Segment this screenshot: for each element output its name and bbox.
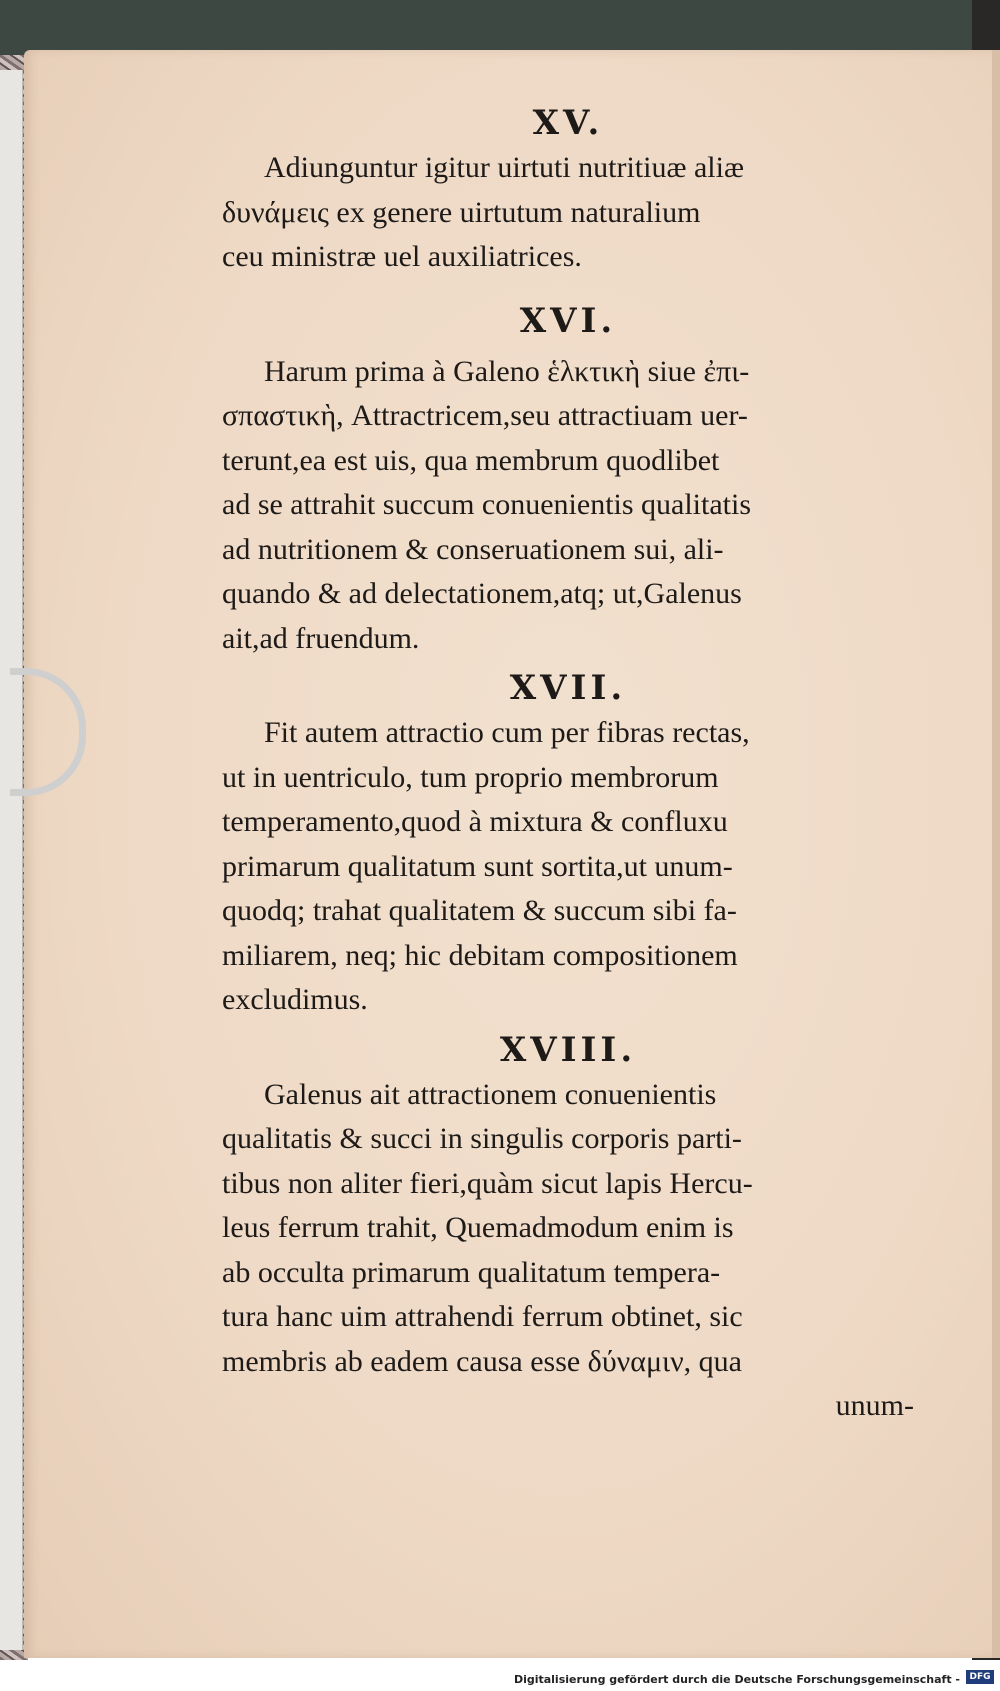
- text-line: ceu ministræ uel auxiliatrices.: [222, 240, 582, 273]
- text-line: qualitatis & succi in singulis corporis parti-: [222, 1122, 742, 1155]
- section-xvii-paragraph: [222, 711, 914, 1023]
- section-heading-xvii: XVII.: [509, 668, 627, 708]
- text-line: σπαστικὴ, Attractricem,seu attractiuam uer-: [222, 399, 748, 432]
- text-line: δυνάμεις ex genere uirtutum naturalium: [222, 195, 701, 229]
- text-line: terunt,ea est uis, qua membrum quodlibet: [222, 443, 720, 477]
- text-line: tibus non aliter fieri,quàm sicut lapis Hercu-: [222, 1166, 753, 1200]
- text-line: tura hanc uim attrahendi ferrum obtinet, sic: [222, 1300, 743, 1333]
- section-xv-paragraph: [222, 146, 914, 280]
- page-text: [222, 100, 914, 1429]
- text-line: membris ab eadem causa esse δύναμιν, qua: [222, 1344, 742, 1378]
- text-line: excludimus.: [222, 983, 368, 1016]
- dfg-logo: DFG: [966, 1670, 994, 1684]
- text-line: miliarem, neq; hic debitam compositionem: [222, 938, 738, 972]
- footer-credit: Digitalisierung gefördert durch die Deutsche Forschungsgemeinschaft -: [513, 1673, 960, 1686]
- cover-edge: [0, 70, 23, 1650]
- catchword: unum-: [835, 1389, 914, 1422]
- text-line: ab occulta primarum qualitatum tempera-: [222, 1255, 721, 1289]
- text-line: primarum qualitatum sunt sortita,ut unum-: [222, 849, 733, 883]
- text-line: Harum prima à Galeno ἑλκτικὴ siue ἐπι-: [264, 354, 750, 388]
- text-line: ad nutritionem & conseruationem sui, ali-: [222, 532, 724, 566]
- section-heading-xv: XV.: [532, 103, 604, 143]
- section-heading-xvi: XVI.: [519, 300, 617, 341]
- top-background: [0, 0, 1000, 55]
- text-line: Fit autem attractio cum per fibras rectas,: [264, 716, 750, 749]
- text-line: temperamento,quod à mixtura & confluxu: [222, 805, 728, 838]
- section-heading-xviii: XVIII.: [499, 1029, 637, 1070]
- text-line: Adiunguntur igitur uirtuti nutritiuæ aliæ: [264, 151, 744, 184]
- text-line: leus ferrum trahit, Quemadmodum enim is: [222, 1211, 734, 1244]
- text-line: quando & ad delectationem,atq; ut,Galenus: [222, 577, 742, 610]
- text-line: quodq; trahat qualitatem & succum sibi fa-: [222, 894, 737, 927]
- text-line: ad se attrahit succum conuenientis qualitatis: [222, 488, 752, 521]
- text-line: ut in uentriculo, tum proprio membrorum: [222, 760, 719, 794]
- text-line: ait,ad fruendum.: [222, 621, 420, 655]
- page-edge: [992, 50, 1000, 1658]
- section-xviii-paragraph: [222, 1073, 914, 1429]
- section-xvi-paragraph: [222, 350, 914, 662]
- text-line: Galenus ait attractionem conuenientis: [264, 1077, 717, 1111]
